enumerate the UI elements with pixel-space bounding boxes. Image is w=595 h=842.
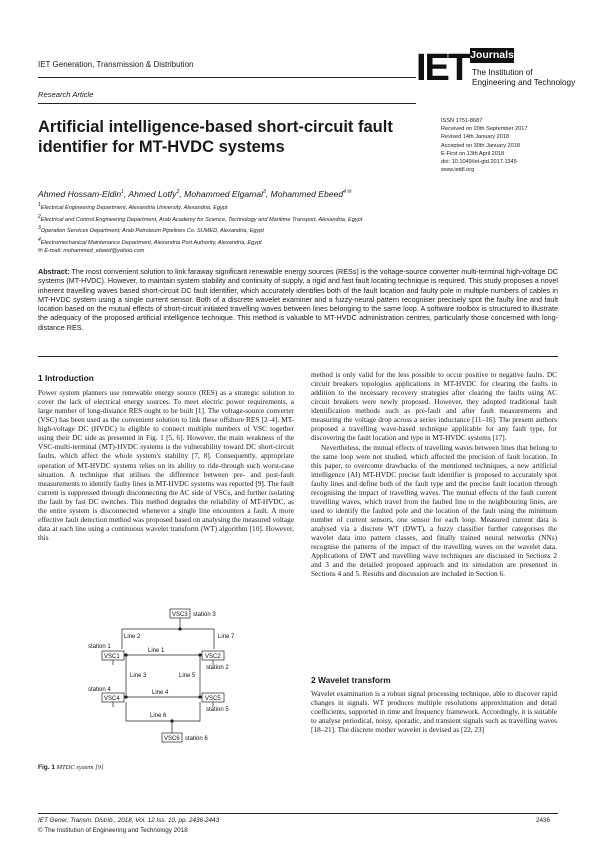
meta-website[interactable]: www.ietdl.org (441, 167, 475, 174)
footer-copyright: © The Institution of Engineering and Technology 2018 (38, 827, 188, 834)
line1-label: Line 1 (148, 648, 165, 654)
meta-accepted: Accepted on 30th January 2018 (441, 142, 520, 149)
right-column-section2 (311, 689, 557, 734)
station1-label: station 1 (88, 644, 111, 650)
station4-label: station 4 (88, 687, 111, 693)
meta-revised: Revised 14th January 2018 (441, 134, 510, 141)
station3-label: station 3 (193, 612, 216, 618)
author-affil-mark: 4 ✉ (343, 189, 352, 195)
meta-efirst: E-First on 13th April 2018 (441, 150, 505, 157)
author-name: , Ahmed Lotfy (123, 188, 177, 199)
vsc5-label: VSC5 (205, 696, 221, 702)
footer-citation: IET Gener. Transm. Distrib., 2018, Vol. 12 Iss. 10, pp. 2436-2443 (38, 817, 220, 824)
affiliation-item: $^3$Operation Services Department, Arab Petroleum Pipelines Co. SUMED, Alexandria, Egypt (38, 225, 264, 234)
line6-label: Line 6 (150, 713, 167, 719)
vsc4-label: VSC4 (104, 696, 120, 702)
affiliation-item: $^2$Electrical and Control Engineering Department, Arab Academy for Science, Technology and Maritime Transport, Alexandria, Egypt (38, 213, 363, 223)
paper-title: Artificial intelligence-based short-circuit fault identifier for MT-HVDC systems (38, 118, 393, 156)
author-name: Ahmed Hossam-Eldin (38, 188, 122, 199)
body-paragraph: Nevertheless, the mutual effects of travelling waves between lines that belong to the same loop were not studied, which affected the precision of fault location. In this paper, to overcome drawbacks of the mentioned techniques, a new artificial intelligence (AI) MT-HVDC precise fault identifier is proposed to accurately spot faulty lines and define both of the fault type and the precise fault location through recognising the impact of travelling waves. The mutual effects of the fault current travelling waves, which travel from the faulted line to the neighbouring lines, are used to identify the faulted pole and the location of the fault using the minimum number of current sensors, one sensor for each loop. Measured current data is analysed via a discrete WT (DWT), a fuzzy classifier further categorises the wavelet data into pattern classes, and finally trained neural networks (NNs) recognise the patterns of the impact of the travelling waves on the wavelet data. Applications of DWT and travelling wave techniques are discussed in Sections 2 and 3 and the detailed proposed approach and its simulation are presented in Sections 4 and 5. Results and discussion are included in Section 6. (311, 442, 557, 579)
logo-journals-badge: Journals (470, 49, 514, 61)
author-affil-mark: 3 (262, 189, 266, 195)
meta-received: Received on 20th September 2017 (441, 126, 528, 133)
logo-institution-line1: The Institution of (472, 68, 533, 77)
line5-label: Line 5 (179, 673, 196, 679)
station2-label: station 2 (206, 665, 229, 671)
line3-label: Line 3 (130, 673, 147, 679)
body-paragraph: method is only valid for the less possible to occur positive to negative faults. DC circuit breakers topologies applications in MT-HVDC for clearing the faults in addition to the necessary recovery strategies after clearing the faults using AC circuit breakers were newly proposed. However, they adopted traditional fault identification methods such as pre-fault and after fault measurements and measuring the voltage drop across a series inductance [11–16]. The present authors proposed a travelling wave-based technique applicable for any fault type, for discovering the fault location and type in MT-HVDC systems [17]. (311, 370, 557, 443)
logo-institution-line2: Engineering and Technology (472, 78, 576, 87)
section-heading-introduction: 1 Introduction (38, 373, 94, 383)
body-paragraph: Power system planners use renewable energy source (RES) as a strategic solution to cover the lack of electrical energy sources. To meet electric power requirements, a large number of long-distance RES ought to be built [1]. The voltage-source converter (VSC) has been used as the convenient solution to link these offshore RES [2–4]. MT-high-voltage DC (HVDC) is eligible to connect multiple numbers of VSC together using their DC side as presented in Fig. 1 [5, 6]. However, the main weakness of the VSC-multi-terminal (MT)-HVDC systems is the vulnerability toward DC short-circuit faults, which affect the whole system's stability [7, 8]. Consequently, appropriate operation of MT-HVDC systems relies on its ability to ride-through such worst-case situation. A technique that utilises the difference between pre- and post-fault measurements to identify faulty lines in MT-HVDC systems was reported [9]. The fault current is suppressed through disconnecting the AC side of VSCs, and further isolating the fault by fast DC switches. This method degrades the reliability of MT-HVDC, as the entire system is disconnected whenever a single line encounters a fault. A more effective fault detection method was proposed based on analysing the measured voltage data at each line using a continuous wavelet transform (WT) algorithm [10]. However, this (38, 388, 294, 542)
journal-name: IET Generation, Transmission & Distribution (38, 60, 194, 69)
vsc6-label: VSC6 (164, 736, 180, 742)
station5-label: station 5 (206, 707, 229, 713)
author-affil-mark: 2 (176, 189, 180, 195)
author-name: , Mohammed Ebeed (265, 188, 344, 199)
vsc3-label: VSC3 (172, 612, 188, 618)
author-list (38, 187, 558, 199)
figure-caption (38, 764, 104, 771)
vsc1-label: VSC1 (104, 654, 120, 660)
affiliation-item: $^4$Electromechanical Maintenance Department, Alexandria Port Authority, Alexandria, Egypt (38, 236, 262, 246)
abstract-text: The most convenient solution to link faraway significant renewable energy sources (RESs) is the voltage-source converter multi-terminal high-voltage DC systems (MT-HVDC). However, to maintain system stability and continuity of supply, a rigid and fast fault locating technique is required. This study proposes a novel inherent travelling waves based short-circuit DC fault identifier, which accurately identifies both of the fault location and faulty pole in multiple numbers of cables in MT-HVDC system using a single current sensor. Both of a discrete wavelet examiner and a fuzzy-neural pattern recogniser precisely spot the faulty line and fault location based on the mutual effects of short-circuit initiated travelling waves between lines belonging to the same loop. A software toolbox is structured to illustrate the adequacy of the proposed artificial intelligence technique. This method is valuable to MT-HVDC administration centres, particularly those concerned with long-distance RES. (38, 267, 558, 332)
section-rule (38, 103, 416, 104)
figure-mtdc-diagram (84, 605, 274, 755)
body-paragraph: Wavelet examination is a robust signal processing technique, able to discover rapid changes in signals. WT produces multiple resolutions approximation and detail coefficients, supported in time and frequency framework. Accordingly, it is suitable to analyse periodical, noisy, sporadic, and transient signals such as travelling waves [18–21]. The discrete mother wavelet is devised as [22, 23] (311, 689, 557, 735)
abstract-rule (38, 356, 558, 357)
header-rule (38, 77, 416, 78)
author-affil-mark: 1 (121, 189, 124, 195)
left-column (38, 388, 294, 542)
article-type: Research Article (38, 90, 94, 99)
meta-issn: ISSN 1751-8687 (441, 118, 483, 124)
abstract (38, 267, 558, 332)
logo-iet-text: IET (416, 47, 470, 89)
station6-label: station 6 (185, 736, 208, 742)
article-metadata (441, 117, 581, 174)
line4-label: Line 4 (152, 690, 169, 696)
page-number: 2436 (536, 817, 551, 824)
author-name: , Mohammed Elgamal (179, 188, 263, 199)
footer-rule (38, 813, 558, 814)
right-column (311, 370, 557, 578)
corresponding-email[interactable]: ✉ E-mail: mohammed_ebeed@yahoo.com (38, 248, 145, 255)
line2-label: Line 2 (124, 634, 141, 640)
line7-label: Line 7 (218, 634, 235, 640)
vsc2-label: VSC2 (205, 654, 221, 660)
figure-caption-label: Fig. 1 (38, 764, 55, 771)
section-heading-wavelet: 2 Wavelet transform (311, 675, 391, 685)
meta-doi[interactable]: doi: 10.1049/iet-gtd.2017.1345 (441, 159, 517, 166)
abstract-label: Abstract: (38, 267, 70, 276)
figure-caption-text: MTDC system [9] (54, 764, 104, 771)
iet-logo (416, 47, 576, 98)
affiliation-item: $^1$Electrical Engineering Department, Alexandria University, Alexandria, Egypt (38, 202, 228, 211)
affiliation-list (38, 201, 558, 256)
